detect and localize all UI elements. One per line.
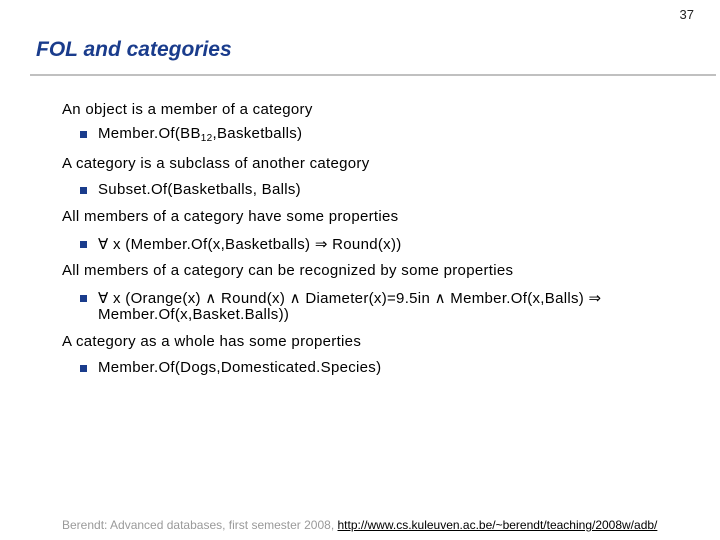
formula-1-part: Member.Of(BB — [98, 125, 201, 142]
bullet-square-icon — [80, 365, 87, 372]
formula-4 — [98, 289, 601, 307]
and-symbol: ∧ — [434, 289, 446, 307]
formula-1-subscript: 12 — [200, 133, 213, 144]
implies-symbol: ⇒ — [314, 235, 328, 253]
statement-1: An object is a member of a category — [62, 101, 313, 118]
footer-link[interactable]: http://www.cs.kuleuven.ac.be/~berendt/teaching/2008w/adb/ — [337, 518, 658, 532]
formula-4-part: Round(x) — [216, 290, 290, 307]
formula-4-part: Diameter(x)=9.5in — [300, 290, 435, 307]
bullet-square-icon — [80, 131, 87, 138]
and-symbol: ∧ — [289, 289, 301, 307]
statement-3: All members of a category have some properties — [62, 208, 399, 225]
formula-4-continuation: Member.Of(x,Basket.Balls)) — [98, 306, 290, 323]
formula-4-part: Member.Of(x,Balls) — [445, 290, 589, 307]
formula-5: Member.Of(Dogs,Domesticated.Species) — [98, 359, 382, 376]
formula-2: Subset.Of(Basketballs, Balls) — [98, 181, 301, 198]
statement-2: A category is a subclass of another category — [62, 155, 370, 172]
statement-4: All members of a category can be recognized by some properties — [62, 262, 514, 279]
forall-symbol: ∀ — [98, 289, 109, 307]
formula-1 — [98, 125, 302, 144]
formula-3 — [98, 235, 402, 253]
footer-text: Berendt: Advanced databases, first semester 2008, — [62, 518, 338, 532]
footer — [62, 518, 657, 532]
bullet-square-icon — [80, 187, 87, 194]
bullet-square-icon — [80, 241, 87, 248]
implies-symbol: ⇒ — [588, 289, 602, 307]
and-symbol: ∧ — [205, 289, 217, 307]
formula-3-part: x (Member.Of(x,Basketballs) — [108, 236, 315, 253]
formula-1-part: ,Basketballs) — [212, 125, 303, 142]
bullet-square-icon — [80, 295, 87, 302]
forall-symbol: ∀ — [98, 235, 109, 253]
formula-4-part: x (Orange(x) — [108, 290, 206, 307]
statement-5: A category as a whole has some properties — [62, 333, 362, 350]
formula-3-part: Round(x)) — [327, 236, 402, 253]
page-number: 37 — [679, 7, 694, 22]
slide-title: FOL and categories — [36, 38, 232, 61]
